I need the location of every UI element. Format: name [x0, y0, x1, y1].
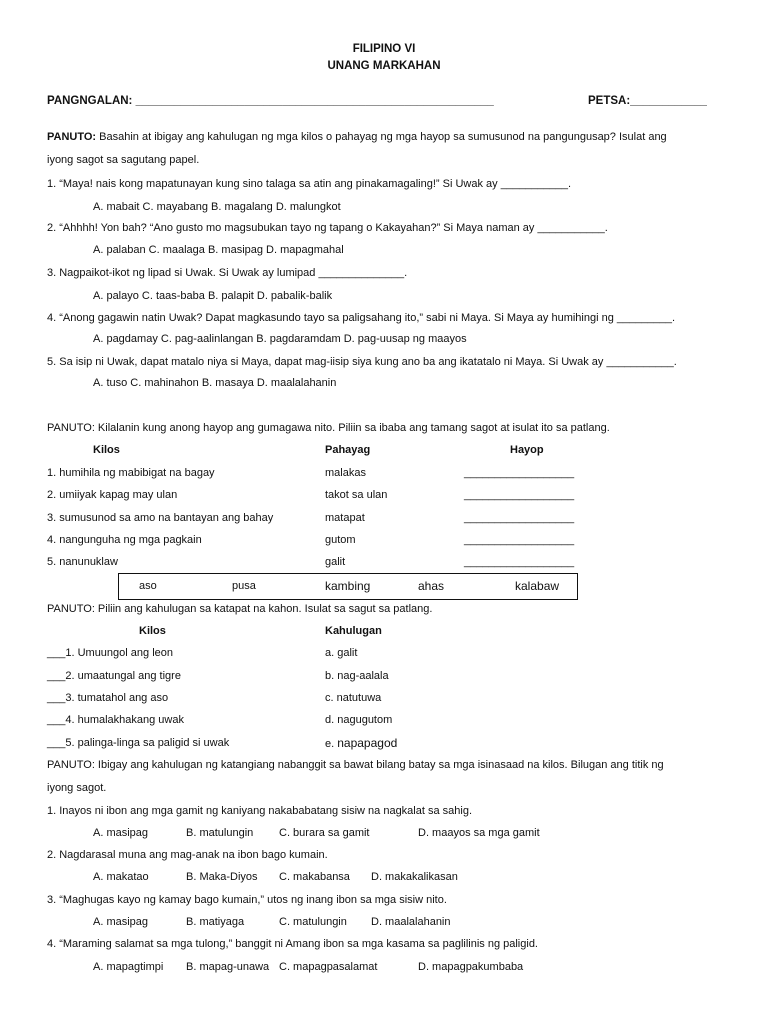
- question-1: 1. “Maya! nais kong mapatunayan kung sino talaga sa atin ang pinakamagaling!” Si Uwak ay ___________.: [47, 178, 572, 190]
- mc-question-2: 2. Nagdarasal muna ang mag-anak na ibon bago kumain.: [47, 849, 328, 861]
- mc-1-d[interactable]: D. maayos sa mga gamit: [418, 827, 540, 839]
- part3-instruction: PANUTO: Piliin ang kahulugan sa katapat na kahon. Isulat sa sagut sa patlang.: [47, 603, 433, 615]
- mc-4-c[interactable]: C. mapagpasalamat: [279, 961, 378, 973]
- mc-2-a[interactable]: A. makatao: [93, 871, 149, 883]
- kahulugan-e: [325, 736, 397, 750]
- mc-4-a[interactable]: A. mapagtimpi: [93, 961, 164, 973]
- kilos-item-1[interactable]: ___1. Umuungol ang leon: [47, 647, 173, 659]
- header-hayop: Hayop: [510, 444, 544, 456]
- kahulugan-c: c. natutuwa: [325, 692, 382, 704]
- mc-1-c[interactable]: C. burara sa gamit: [279, 827, 370, 839]
- answer-blank-2[interactable]: __________________: [464, 489, 575, 501]
- page-title: FILIPINO VI: [352, 43, 416, 55]
- choices-4: A. pagdamay C. pag-aalinlangan B. pagdaramdam D. pag-uusap ng maayos: [93, 333, 467, 345]
- choices-2: A. palaban C. maalaga B. masipag D. mapagmahal: [93, 244, 344, 256]
- answer-blank-4[interactable]: __________________: [464, 534, 575, 546]
- kilos-item-3[interactable]: ___3. tumatahol ang aso: [47, 692, 169, 704]
- header-kilos-3: Kilos: [139, 625, 166, 637]
- part1-instruction-text: Basahin at ibigay ang kahulugan ng mga kilos o pahayag ng mga hayop sa sumusunod na pangungusap? Isulat ang: [96, 131, 667, 143]
- mc-4-d[interactable]: D. mapagpakumbaba: [418, 961, 524, 973]
- choices-5: A. tuso C. mahinahon B. masaya D. maalalahanin: [93, 377, 337, 389]
- mc-2-c[interactable]: C. makabansa: [279, 871, 350, 883]
- kahulugan-e-letter: e.: [325, 738, 338, 750]
- mc-3-b[interactable]: B. matiyaga: [186, 916, 245, 928]
- header-kilos: Kilos: [93, 444, 120, 456]
- kahulugan-d: d. nagugutom: [325, 714, 393, 726]
- question-2: 2. “Ahhhh! Yon bah? “Ano gusto mo magsubukan tayo ng tapang o Kakayahan?” Si Maya naman ay ___________.: [47, 222, 608, 234]
- kilos-row-3: 3. sumusunod sa amo na bantayan ang bahay: [47, 512, 274, 524]
- page-subtitle: UNANG MARKAHAN: [327, 60, 441, 72]
- header-pahayag: Pahayag: [325, 444, 371, 456]
- pahayag-row-5: galit: [325, 556, 346, 568]
- kahulugan-b: b. nag-aalala: [325, 670, 389, 682]
- choice-pusa: pusa: [232, 580, 256, 592]
- kahulugan-e-text: napapagod: [337, 736, 398, 750]
- name-field-label: PANGNGALAN: ________________________________________________________: [47, 95, 494, 107]
- mc-question-3: 3. “Maghugas kayo ng kamay bago kumain,” utos ng inang ibon sa mga sisiw nito.: [47, 894, 447, 906]
- choices-3: A. palayo C. taas-baba B. palapit D. pabalik-balik: [93, 290, 333, 302]
- part1-instruction: [47, 131, 667, 143]
- choice-kalabaw: kalabaw: [515, 579, 560, 593]
- kilos-item-5[interactable]: ___5. palinga-linga sa paligid si uwak: [47, 737, 230, 749]
- mc-3-a[interactable]: A. masipag: [93, 916, 149, 928]
- choice-ahas: ahas: [418, 579, 445, 593]
- kilos-row-4: 4. nangunguha ng mga pagkain: [47, 534, 202, 546]
- date-field-label: PETSA:____________: [588, 95, 707, 107]
- answer-blank-5[interactable]: __________________: [464, 556, 575, 568]
- kilos-row-1: 1. humihila ng mabibigat na bagay: [47, 467, 215, 479]
- question-3: 3. Nagpaikot-ikot ng lipad si Uwak. Si Uwak ay lumipad ______________.: [47, 267, 408, 279]
- mc-question-1: 1. Inayos ni ibon ang mga gamit ng kaniyang nakababatang sisiw na nagkalat sa sahig.: [47, 805, 473, 817]
- kilos-item-4[interactable]: ___4. humalakhakang uwak: [47, 714, 184, 726]
- choice-kambing: kambing: [325, 579, 371, 593]
- kilos-row-5: 5. nanunuklaw: [47, 556, 118, 568]
- pahayag-row-2: takot sa ulan: [325, 489, 388, 501]
- mc-1-b[interactable]: B. matulungin: [186, 827, 254, 839]
- mc-3-d[interactable]: D. maalalahanin: [371, 916, 451, 928]
- kahulugan-a: a. galit: [325, 647, 358, 659]
- mc-2-d[interactable]: D. makakalikasan: [371, 871, 458, 883]
- kilos-item-2[interactable]: ___2. umaatungal ang tigre: [47, 670, 181, 682]
- mc-3-c[interactable]: C. matulungin: [279, 916, 347, 928]
- kilos-row-2: 2. umiiyak kapag may ulan: [47, 489, 178, 501]
- pahayag-row-4: gutom: [325, 534, 356, 546]
- panuto-label: PANUTO:: [47, 131, 97, 143]
- part2-instruction: PANUTO: Kilalanin kung anong hayop ang gumagawa nito. Piliin sa ibaba ang tamang sagot at isulat ito sa patlang.: [47, 422, 610, 434]
- answer-blank-1[interactable]: __________________: [464, 467, 575, 479]
- question-4: 4. “Anong gagawin natin Uwak? Dapat magkasundo tayo sa paligsahang ito,” sabi ni Maya. Si Maya ay humihingi ng _________.: [47, 312, 676, 324]
- part1-instruction-cont: iyong sagot sa sagutang papel.: [47, 154, 200, 166]
- part4-instruction-cont: iyong sagot.: [47, 782, 107, 794]
- choices-1: A. mabait C. mayabang B. magalang D. malungkot: [93, 201, 341, 213]
- question-5: 5. Sa isip ni Uwak, dapat matalo niya si Maya, dapat mag-iisip siya kung ano ba ang ikatatalo ni Maya. Si Uwak ay ___________.: [47, 356, 677, 368]
- part4-instruction: PANUTO: Ibigay ang kahulugan ng katangiang nabanggit sa bawat bilang batay sa mga isinasaad na kilos. Bilugan ang titik ng: [47, 759, 664, 771]
- mc-1-a[interactable]: A. masipag: [93, 827, 149, 839]
- pahayag-row-1: malakas: [325, 467, 366, 479]
- pahayag-row-3: matapat: [325, 512, 365, 524]
- mc-2-b[interactable]: B. Maka-Diyos: [186, 871, 258, 883]
- choice-aso: aso: [139, 580, 157, 592]
- mc-4-b[interactable]: B. mapag-unawa: [186, 961, 270, 973]
- header-kahulugan: Kahulugan: [325, 625, 382, 637]
- answer-blank-3[interactable]: __________________: [464, 512, 575, 524]
- mc-question-4: 4. “Maraming salamat sa mga tulong,” banggit ni Amang ibon sa mga kasama sa paglilinis ng paligid.: [47, 938, 538, 950]
